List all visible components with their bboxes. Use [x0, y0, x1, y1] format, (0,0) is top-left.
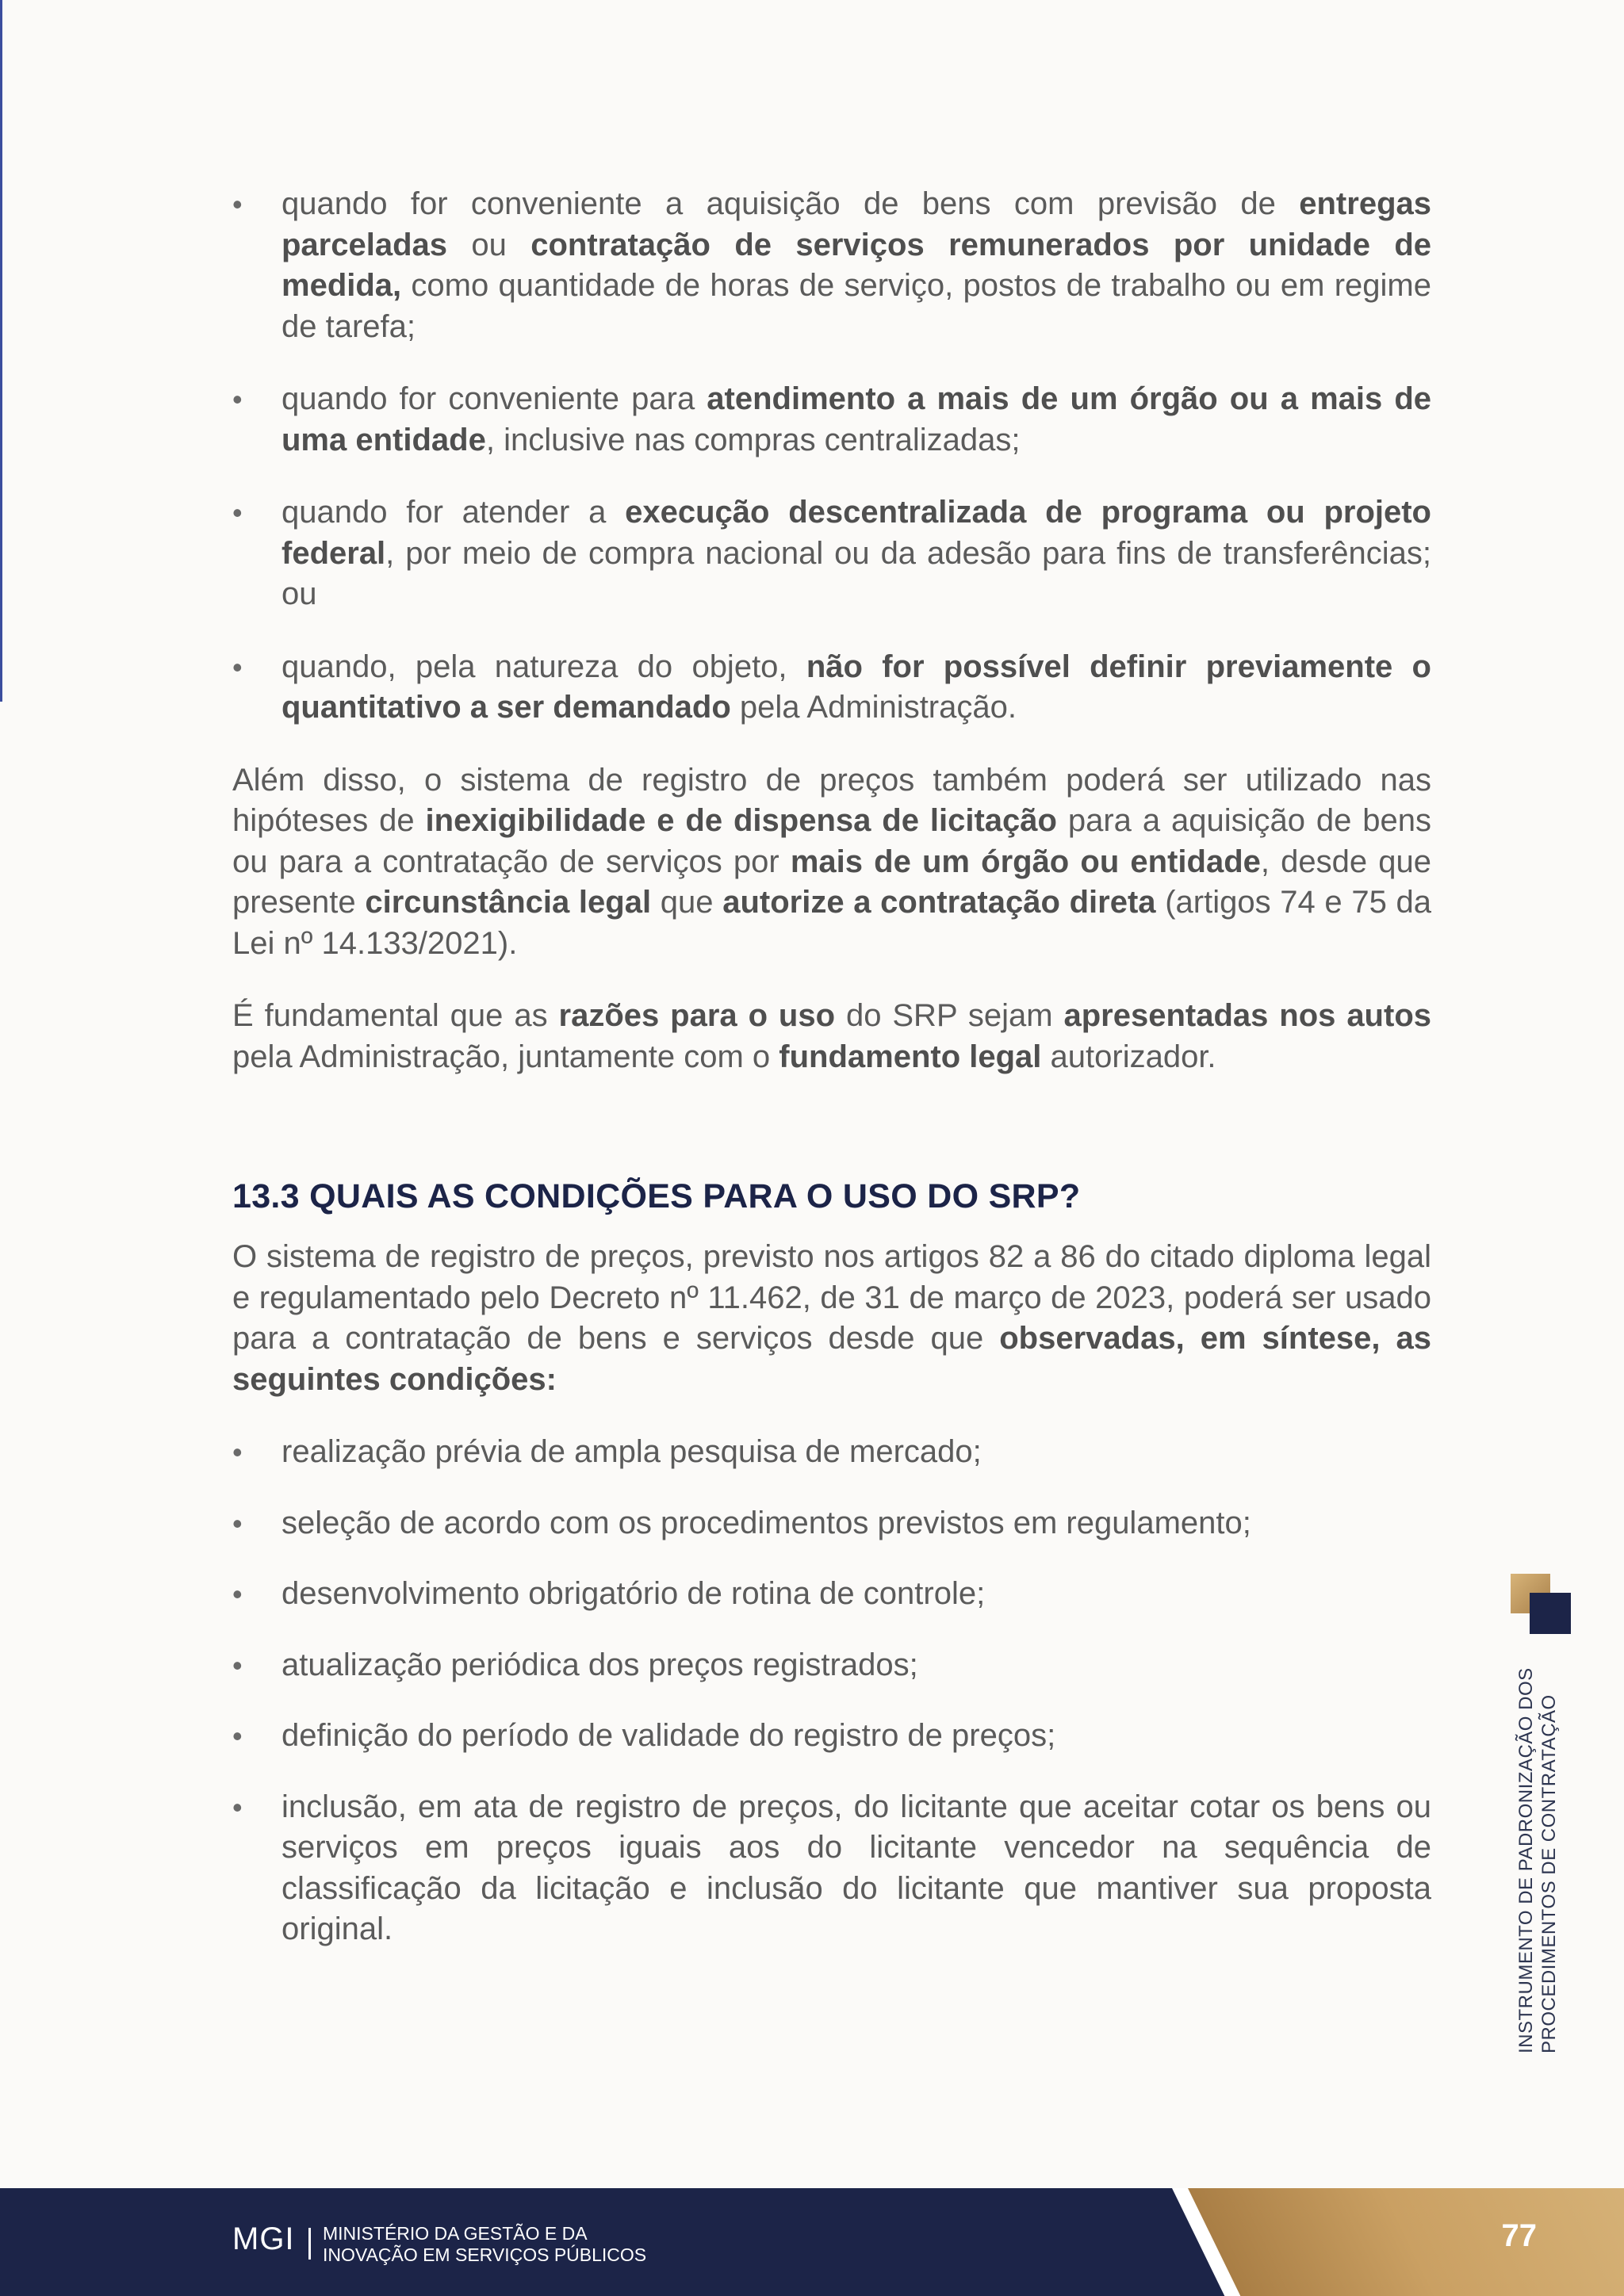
list-item-text-segment: , inclusive nas compras centralizadas;: [485, 422, 1021, 457]
side-label-line1: INSTRUMENTO DE PADRONIZAÇÃO DOS: [1515, 1667, 1537, 2053]
bullet-icon: •: [232, 1436, 243, 1468]
bullet-icon: •: [232, 1648, 243, 1682]
list-item: [232, 184, 1431, 347]
list-item-text-segment: pela Administração.: [730, 690, 1017, 725]
list-item-text-segment: quando for conveniente para: [282, 381, 707, 416]
bullet-icon: •: [232, 496, 243, 529]
bullet-icon: •: [232, 1720, 243, 1752]
list-item: [232, 492, 1431, 615]
list-item-bold-segment: entregas parceladas: [282, 186, 1431, 262]
list-item-text: seleção de acordo com os procedimentos previstos em regulamento;: [282, 1505, 1251, 1540]
section-heading: 13.3 QUAIS AS CONDIÇÕES PARA O USO DO SRP?: [232, 1177, 1081, 1215]
paragraph-text-segment: para a aquisição de bens ou para a contratação de serviços por: [232, 803, 1431, 879]
bullet-icon: •: [232, 188, 243, 220]
paragraph-bold-segment: observadas, em síntese, as seguintes condições:: [232, 1321, 1431, 1397]
list-item: [232, 1645, 1431, 1686]
list-item: [232, 1432, 1431, 1473]
paragraph-text-segment: autorizador.: [1041, 1039, 1216, 1074]
list-item-bold-segment: execução descentralizada de programa ou projeto federal: [282, 495, 1431, 571]
list-item-text-segment: quando, pela natureza do objeto,: [282, 649, 806, 684]
paragraph-bold-segment: circunstância legal: [365, 885, 652, 920]
paragraph-text-segment: É fundamental que as: [232, 998, 559, 1033]
navy-square: [1530, 1593, 1571, 1634]
mgi-logo: MGI: [232, 2221, 295, 2256]
paragraph-text-segment: do SRP sejam: [835, 998, 1064, 1033]
list-item-text-segment: quando for conveniente a aquisição de bens com previsão de: [282, 186, 1300, 221]
paragraph-bold-segment: apresentadas nos autos: [1063, 998, 1431, 1033]
side-document-label: [1515, 1667, 1561, 2053]
list-item-text: atualização periódica dos preços registrados;: [282, 1647, 918, 1682]
list-item-bold-segment: não for possível definir previamente o quantitativo a ser demandado: [282, 649, 1431, 725]
page-number: 77: [1501, 2218, 1537, 2253]
page-footer: [0, 2188, 1624, 2296]
logo-separator: [308, 2228, 311, 2260]
corner-squares-decoration: [1511, 1574, 1571, 1634]
paragraph-fundamentacao: [232, 996, 1431, 1077]
list-item-text: definição do período de validade do registro de preços;: [282, 1718, 1056, 1753]
list-item: [232, 1716, 1431, 1757]
paragraph-inexigibilidade: [232, 760, 1431, 965]
bullet-icon: •: [232, 1790, 243, 1823]
page-content: [232, 184, 1431, 1980]
list-item: [232, 1574, 1431, 1615]
left-accent-rule: [0, 0, 2, 702]
bullet-icon: •: [232, 650, 243, 683]
paragraph-bold-segment: inexigibilidade e de dispensa de licitação: [425, 803, 1057, 838]
ministry-name: [323, 2223, 646, 2266]
side-label-line2: PROCEDIMENTOS DE CONTRATAÇÃO: [1538, 1694, 1560, 2053]
footer-gold-band: [1188, 2188, 1624, 2296]
srp-use-cases-list: [232, 184, 1431, 729]
list-item-bold-segment: atendimento a mais de um órgão ou a mais de uma entidade: [282, 381, 1431, 457]
paragraph-text-segment: (artigos 74 e 75 da Lei nº 14.133/2021).: [232, 885, 1432, 961]
paragraph-text-segment: pela Administração, juntamente com o: [232, 1039, 779, 1074]
list-item-text-segment: ou: [447, 227, 531, 262]
paragraph-text-segment: que: [651, 885, 723, 920]
paragraph-bold-segment: mais de um órgão ou entidade: [790, 844, 1261, 879]
list-item-text-segment: , por meio de compra nacional ou da adesão para fins de transferências; ou: [282, 535, 1431, 611]
bullet-icon: •: [232, 383, 243, 415]
bullet-icon: •: [232, 1578, 243, 1610]
paragraph-bold-segment: razões para o uso: [558, 998, 836, 1033]
paragraph-bold-segment: fundamento legal: [779, 1039, 1042, 1074]
bullet-icon: •: [232, 1506, 243, 1540]
list-item: [232, 1503, 1431, 1544]
ministry-line1: MINISTÉRIO DA GESTÃO E DA: [323, 2223, 588, 2244]
list-item-text: desenvolvimento obrigatório de rotina de controle;: [282, 1576, 986, 1611]
list-item-text-segment: quando for atender a: [282, 495, 626, 530]
list-item-text: inclusão, em ata de registro de preços, do licitante que aceitar cotar os bens ou serviços em preços iguais aos do licitante vencedor na sequência de classificação da licitação e inclusão do licitante que mantiver sua proposta original.: [282, 1789, 1431, 1946]
ministry-line2: INOVAÇÃO EM SERVIÇOS PÚBLICOS: [323, 2244, 647, 2265]
list-item: [232, 379, 1431, 461]
list-item: [232, 647, 1431, 729]
paragraph-text-segment: , desde que presente: [232, 844, 1431, 920]
list-item-text: realização prévia de ampla pesquisa de mercado;: [282, 1434, 982, 1469]
paragraph-conditions-intro: [232, 1237, 1431, 1400]
list-item-bold-segment: contratação de serviços remunerados por unidade de medida,: [282, 227, 1431, 303]
paragraph-bold-segment: autorize a contratação direta: [722, 885, 1156, 920]
list-item: [232, 1787, 1431, 1950]
srp-conditions-list: [232, 1432, 1431, 1950]
paragraph-text-segment: O sistema de registro de preços, previsto nos artigos 82 a 86 do citado diploma legal e regulamentado pelo Decreto nº 11.462, de 31 de março de 2023, poderá ser usado para a contratação de bens e serviços desde que: [232, 1239, 1431, 1356]
paragraph-text-segment: Além disso, o sistema de registro de preços também poderá ser utilizado nas hipóteses de: [232, 762, 1431, 838]
list-item-text-segment: como quantidade de horas de serviço, postos de trabalho ou em regime de tarefa;: [282, 268, 1431, 344]
